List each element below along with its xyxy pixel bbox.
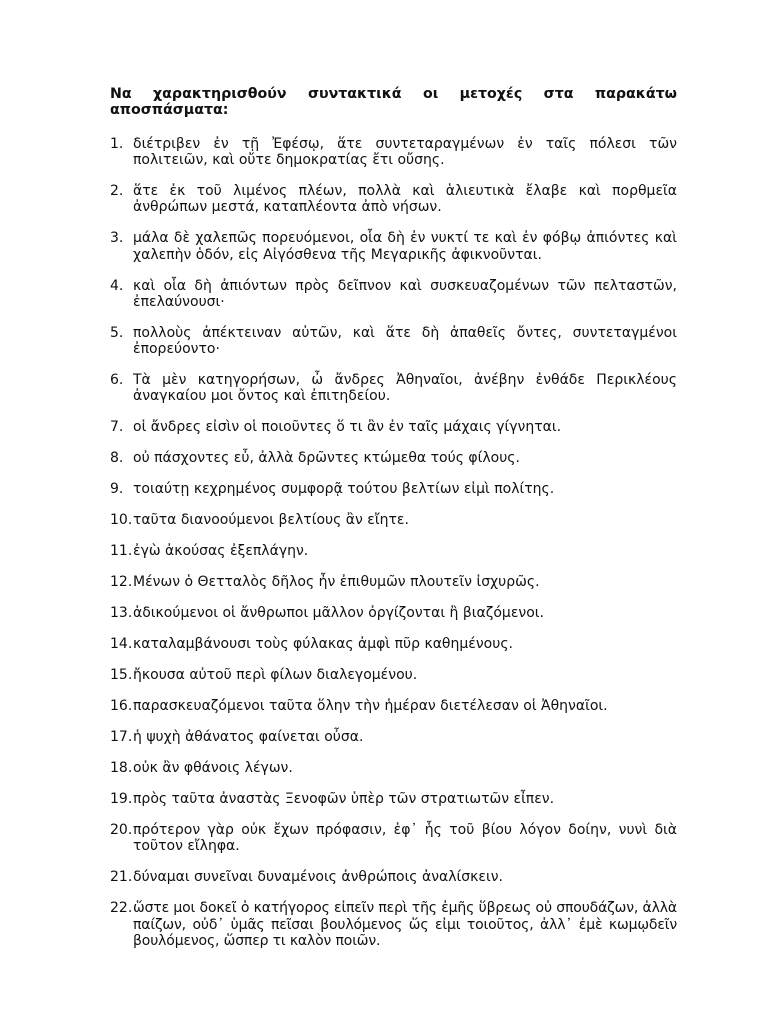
item-number: 4. (110, 277, 124, 294)
item-text: ἡ ψυχὴ ἀθάνατος φαίνεται οὖσα. (133, 729, 364, 746)
item-number: 21. (110, 869, 133, 886)
list-item (110, 869, 677, 885)
list-item (110, 760, 677, 776)
item-text: ὥστε μοι δοκεῖ ὁ κατήγορος εἰπεῖν περὶ τῆς ἐμῆς ὕβρεως οὐ σπουδάζων, ἀλλὰ παίζων, οὐδ᾽ ὑμᾶς πεῖσαι βουλόμενος ὥς εἰμι τοιοῦτος, ἀλλ᾽ ἐμὲ κωμῳδεῖν βουλόμενος, ὥσπερ τι καλὸν ποιῶν. (133, 900, 677, 949)
document-title: Να χαρακτηρισθούν συντακτικά οι μετοχές στα παρακάτω αποσπάσματα: (110, 86, 677, 118)
item-text: οἱ ἄνδρες εἰσὶν οἱ ποιοῦντες ὅ τι ἂν ἐν ταῖς μάχαις γίγνηται. (133, 419, 562, 436)
item-text: πρὸς ταῦτα ἀναστὰς Ξενοφῶν ὑπὲρ τῶν στρατιωτῶν εἶπεν. (133, 791, 555, 808)
item-number: 14. (110, 636, 133, 653)
item-text: πρότερον γὰρ οὐκ ἔχων πρόφασιν, ἐφ᾽ ἧς τοῦ βίου λόγον δοίην, νυνὶ διὰ τοῦτον εἴληφα. (133, 822, 677, 855)
item-number: 2. (110, 183, 124, 200)
item-text: καὶ οἷα δὴ ἀπιόντων πρὸς δεῖπνον καὶ συσκευαζομένων τῶν πελταστῶν, ἐπελαύνουσι· (133, 277, 677, 310)
list-item (110, 512, 677, 528)
list-item (110, 136, 677, 168)
item-text: πολλοὺς ἀπέκτειναν αὐτῶν, καὶ ἅτε δὴ ἀπαθεῖς ὄντες, συντεταγμένοι ἐπορεύοντο· (133, 324, 677, 358)
item-text: ἐγὼ ἀκούσας ἐξεπλάγην. (133, 543, 309, 560)
item-text: καταλαμβάνουσι τοὺς φύλακας ἀμφὶ πῦρ καθημένους. (133, 636, 513, 653)
list-item (110, 450, 677, 466)
list-item (110, 822, 677, 854)
item-number: 5. (110, 324, 124, 341)
item-text: Μένων ὁ Θετταλὸς δῆλος ἦν ἐπιθυμῶν πλουτεῖν ἰσχυρῶς. (133, 574, 540, 591)
item-number: 3. (110, 230, 124, 247)
item-text: Τὰ μὲν κατηγορήσων, ὦ ἄνδρες Ἀθηναῖοι, ἀνέβην ἐνθάδε Περικλέους ἀναγκαίου μοι ὄντος καὶ ἐπιτηδείου. (133, 372, 677, 405)
list-item (110, 791, 677, 807)
item-text: οὐκ ἂν φθάνοις λέγων. (133, 760, 293, 777)
item-text: τοιαύτῃ κεχρημένος συμφορᾷ τούτου βελτίων εἰμὶ πολίτης. (133, 481, 555, 498)
item-number: 19. (110, 791, 133, 808)
list-item (110, 605, 677, 621)
item-number: 20. (110, 822, 133, 839)
list-item (110, 230, 677, 262)
item-text: παρασκευαζόμενοι ταῦτα ὅλην τὴν ἡμέραν διετέλεσαν οἱ Ἀθηναῖοι. (133, 698, 608, 715)
list-item (110, 900, 677, 949)
list-item (110, 419, 677, 435)
item-number: 12. (110, 574, 133, 591)
item-text: ἤκουσα αὐτοῦ περὶ φίλων διαλεγομένου. (133, 667, 418, 684)
item-number: 18. (110, 760, 133, 777)
item-text: ἅτε ἐκ τοῦ λιμένος πλέων, πολλὰ καὶ ἁλιευτικὰ ἔλαβε καὶ πορθμεῖα ἀνθρώπων μεστά, καταπλέοντα ἀπὸ νήσων. (133, 183, 677, 216)
item-number: 8. (110, 450, 124, 467)
item-number: 17. (110, 729, 133, 746)
list-item (110, 543, 677, 559)
item-number: 9. (110, 481, 124, 498)
item-number: 7. (110, 419, 124, 436)
item-number: 6. (110, 372, 124, 389)
list-item (110, 636, 677, 652)
list-item (110, 183, 677, 215)
document-page (110, 86, 677, 964)
item-number: 16. (110, 698, 133, 715)
item-number: 11. (110, 543, 133, 560)
item-text: μάλα δὲ χαλεπῶς πορευόμενοι, οἷα δὴ ἐν νυκτί τε καὶ ἐν φόβῳ ἀπιόντες καὶ χαλεπὴν ὁδόν, εἰς Αἰγόσθενα τῆς Μεγαρικῆς ἀφικνοῦνται. (133, 230, 677, 263)
list-item (110, 481, 677, 497)
list-item (110, 698, 677, 714)
item-number: 15. (110, 667, 133, 684)
item-text: διέτριβεν ἐν τῇ Ἐφέσῳ, ἅτε συντεταραγμένων ἐν ταῖς πόλεσι τῶν πολιτειῶν, καὶ οὔτε δημοκρατίας ἔτι οὔσης. (133, 136, 677, 169)
item-number: 13. (110, 605, 133, 622)
list-item (110, 574, 677, 590)
item-text: ἀδικούμενοι οἱ ἄνθρωποι μᾶλλον ὀργίζονται ἢ βιαζόμενοι. (133, 605, 544, 622)
list-item (110, 372, 677, 404)
item-text: οὐ πάσχοντες εὖ, ἀλλὰ δρῶντες κτώμεθα τούς φίλους. (133, 450, 520, 467)
list-item (110, 667, 677, 683)
list-item (110, 325, 677, 357)
exercise-list (110, 136, 677, 949)
item-number: 10. (110, 512, 133, 529)
item-number: 22. (110, 900, 133, 917)
item-text: δύναμαι συνεῖναι δυναμένοις ἀνθρώποις ἀναλίσκειν. (133, 869, 503, 886)
item-text: ταῦτα διανοούμενοι βελτίους ἂν εἴητε. (133, 512, 409, 529)
list-item (110, 278, 677, 310)
item-number: 1. (110, 136, 124, 152)
list-item (110, 729, 677, 745)
